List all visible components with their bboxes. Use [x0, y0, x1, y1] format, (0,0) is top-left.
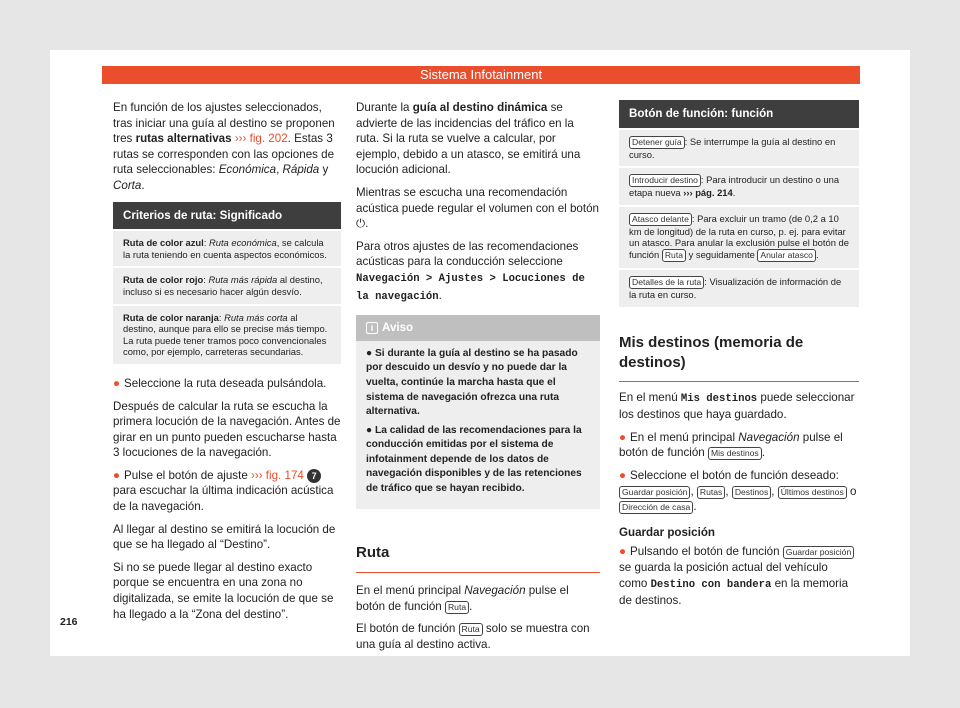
paragraph: Durante la guía al destino dinámica se advierte de las incidencias del tráfico en la ruta. Si la ruta se vuelve a calcular, por ejemplo, debido a un atasco, se emitirá una locución adicional.	[356, 101, 581, 177]
destinos-button[interactable]: Destinos	[732, 486, 771, 499]
paragraph: Mientras se escucha una recomendación acústica puede regular el volumen con el botón ⏻.	[356, 185, 599, 231]
subheading-guardar-posicion: Guardar posición	[619, 525, 715, 539]
paragraph: Para otros ajustes de las recomendaciones acústicas para la conducción seleccione Navegación > Ajustes > Locuciones de la navegación.	[356, 239, 585, 303]
note-title: i Aviso	[356, 315, 600, 341]
atasco-delante-button[interactable]: Atasco delante	[629, 213, 692, 226]
menu-name: Mis destinos	[680, 392, 758, 405]
bullet-icon: ●	[113, 468, 121, 482]
detalles-ruta-button[interactable]: Detalles de la ruta	[629, 276, 704, 289]
table-title: Botón de función: función	[619, 100, 859, 128]
table-row: Ruta de color azul: Ruta económica, se calcula la ruta teniendo en cuenta aspectos económicos.	[113, 231, 341, 266]
paragraph: El botón de función Ruta solo se muestra con una guía al destino activa.	[356, 622, 590, 652]
bullet-item: ● Pulse el botón de ajuste ››› fig. 174 7 para escuchar la última indicación acústica de la navegación.	[113, 468, 334, 514]
mis-destinos-button[interactable]: Mis destinos	[708, 447, 762, 460]
bullet-item: ● Seleccione el botón de función deseado: Guardar posición , Rutas , Destinos , Últimos destinos o Dirección de casa .	[619, 468, 857, 514]
table-title: Criterios de ruta: Significado	[113, 202, 341, 230]
note-item: ● Si durante la guía al destino se ha pasado por descuido un desvío y no puede dar la vuelta, continúe la marcha hasta que el sistema de navegación ofrezca una ruta alternativa.	[366, 347, 578, 418]
anular-atasco-button[interactable]: Anular atasco	[757, 249, 816, 262]
table-row: Introducir destino : Para introducir un destino o una etapa nueva ››› pág. 214.	[619, 168, 859, 205]
ruta-button[interactable]: Ruta	[459, 623, 483, 636]
table-row: Atasco delante : Para excluir un tramo (de 0,2 a 10 km de longitud) de la ruta en curso, p. ej. para evitar un atasco. Para anular la exclusión pulse el botón de función Ruta y seguidamente Anular atasco .	[619, 207, 859, 268]
ruta-button[interactable]: Ruta	[445, 601, 469, 614]
paragraph: En el menú Mis destinos puede seleccionar los destinos que haya guardado.	[619, 390, 855, 422]
introducir-destino-button[interactable]: Introducir destino	[629, 174, 701, 187]
bullet-item: ● Seleccione la ruta deseada pulsándola.	[113, 376, 327, 390]
info-icon: i	[366, 322, 378, 334]
section-header: Sistema Infotainment	[102, 66, 860, 84]
bullet-icon: ●	[619, 468, 627, 482]
bullet-icon: ●	[619, 430, 627, 444]
note-item: ● La calidad de las recomendaciones para la conducción emitidas por el sistema de infotainment depende de los datos de navegación disponibles y de las retenciones de tráfico que se hayan recibido.	[366, 424, 582, 495]
intro-paragraph: En función de los ajustes seleccionados, tras iniciar una guía al destino se proponen tres rutas alternativas ››› fig. 202. Estas 3 rutas se corresponden con las opciones de ruta seleccionables: Económica, Rápida y Corta.	[113, 101, 335, 192]
direccion-casa-button[interactable]: Dirección de casa	[619, 501, 693, 514]
paragraph: Al llegar al destino se emitirá la locución de que se ha llegado al “Destino”.	[113, 522, 336, 552]
section-heading-ruta: Ruta	[356, 523, 600, 574]
section-heading-mis-destinos: Mis destinos (memoria de destinos)	[619, 319, 859, 382]
menu-path: Navegación > Ajustes > Locuciones de la navegación	[356, 272, 585, 303]
power-knob-icon: ⏻	[356, 217, 366, 231]
flag-destination-name: Destino con bandera	[650, 578, 772, 591]
figure-ref-link[interactable]: fig. 202	[249, 132, 288, 146]
bullet-item: ● Pulsando el botón de función Guardar posición se guarda la posición actual del vehículo como Destino con bandera en la memoria de destinos.	[619, 544, 859, 608]
function-button-table	[619, 100, 859, 307]
callout-number-icon: 7	[307, 469, 321, 483]
bullet-icon: ●	[113, 376, 121, 390]
column-left	[113, 100, 341, 629]
paragraph: Si no se puede llegar al destino exacto porque se encuentra en una zona no digitalizada, se emite la locución de que se ha llegado a la “Zona del destino”.	[113, 560, 334, 621]
bullet-icon: ●	[619, 545, 627, 559]
bullet-item: ● En el menú principal Navegación pulse el botón de función Mis destinos .	[619, 430, 843, 460]
note-box	[356, 315, 600, 509]
table-row: Ruta de color naranja: Ruta más corta al destino, aunque para ello se precise más tiempo. La ruta puede tener tramos poco convencionales como, por ejemplo, carreteras secundarias.	[113, 306, 341, 364]
figure-ref-link[interactable]: ››› fig. 174	[251, 468, 304, 482]
route-criteria-table	[113, 202, 341, 364]
rutas-button[interactable]: Rutas	[697, 486, 725, 499]
guardar-posicion-button[interactable]: Guardar posición	[783, 546, 854, 559]
ultimos-destinos-button[interactable]: Últimos destinos	[778, 486, 847, 499]
column-middle	[356, 100, 600, 660]
column-right	[619, 100, 859, 616]
manual-page	[50, 50, 910, 656]
table-row: Detener guía : Se interrumpe la guía al destino en curso.	[619, 130, 859, 167]
table-row: Detalles de la ruta : Visualización de información de la ruta en curso.	[619, 270, 859, 307]
guardar-posicion-button[interactable]: Guardar posición	[619, 486, 690, 499]
page-ref-link[interactable]: ››› pág. 214	[683, 187, 733, 199]
paragraph: Después de calcular la ruta se escucha la primera locución de la navegación. Antes de girar en un punto pueden escucharse hasta 3 locuciones de la navegación.	[113, 399, 341, 460]
ruta-button[interactable]: Ruta	[662, 249, 686, 262]
table-row: Ruta de color rojo: Ruta más rápida al destino, incluso si es necesario hacer algún desvío.	[113, 268, 341, 303]
page-number: 216	[60, 616, 78, 628]
detener-guia-button[interactable]: Detener guía	[629, 136, 685, 149]
paragraph: En el menú principal Navegación pulse el botón de función Ruta .	[356, 584, 569, 613]
